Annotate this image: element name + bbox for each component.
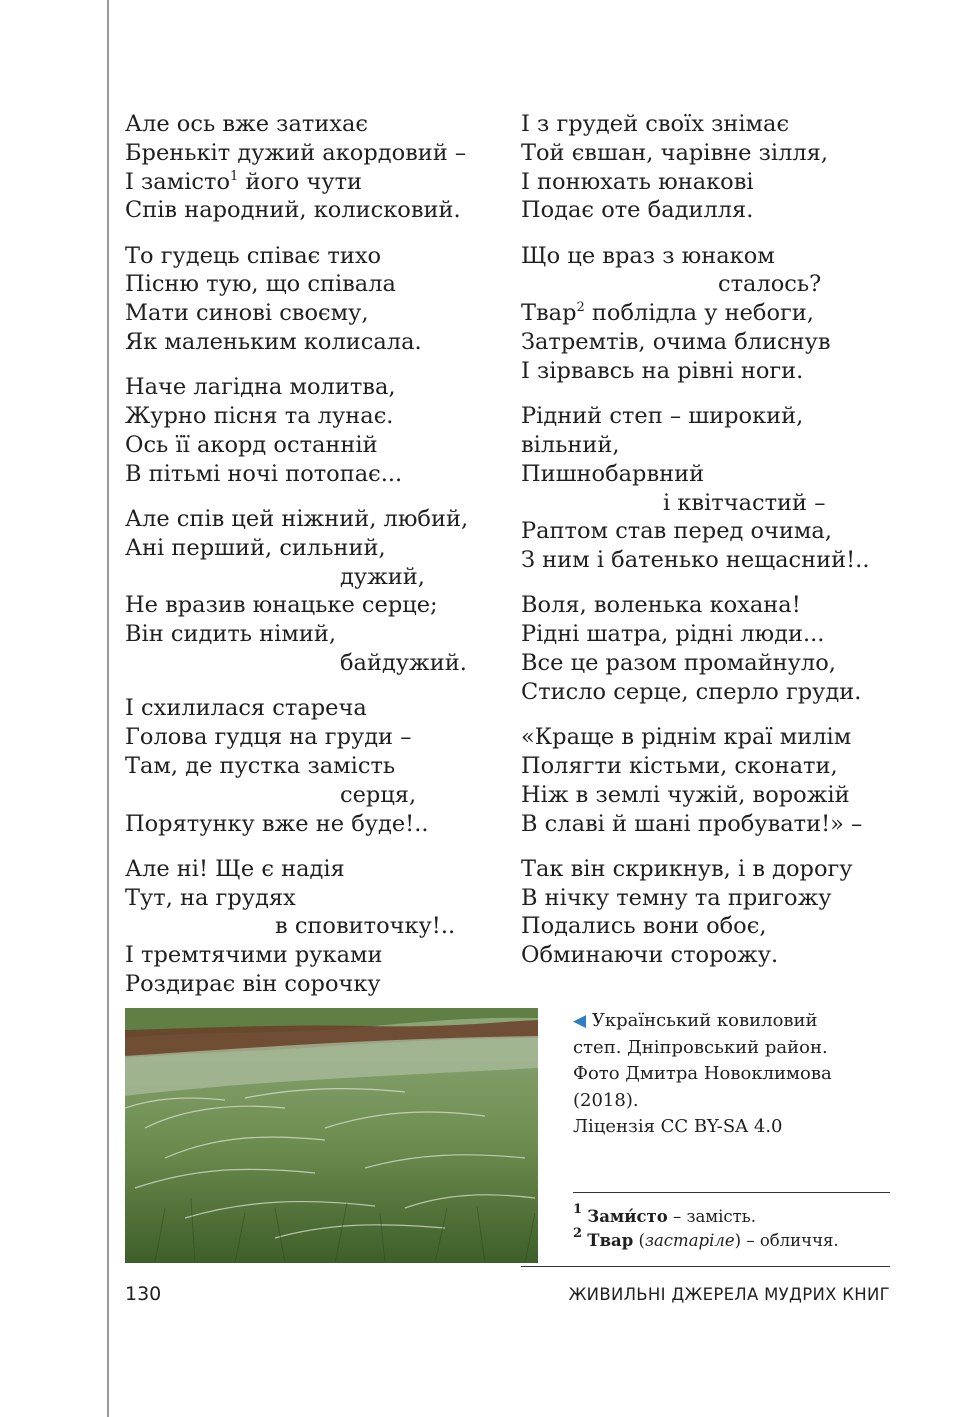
poem-line: Обминаючи сторожу. xyxy=(521,942,779,969)
poem-line: Але ні! Ще є надія xyxy=(125,855,345,882)
poem-line: В нічку темну та пригожу xyxy=(521,884,832,911)
poem-line: Роздирає він сорочку xyxy=(125,971,381,998)
caption-line: Фото Дмитра Новоклимова xyxy=(573,1063,832,1084)
stanza xyxy=(521,723,901,838)
poem-line: Спів народний, колисковий. xyxy=(125,197,461,224)
photo-caption xyxy=(573,1008,873,1141)
poem-line: Рідний степ – широкий, xyxy=(521,403,804,430)
poem-line: Але спів цей ніжний, любий, xyxy=(125,506,469,533)
poem-line: Ось її акорд останній xyxy=(125,431,378,458)
poem-line: Журно пісня та лунає. xyxy=(125,403,394,430)
poem-line: Затремтів, очима блиснув xyxy=(521,329,831,356)
stanza xyxy=(125,373,505,488)
footer-divider xyxy=(521,1266,890,1267)
poem-line: байдужий. xyxy=(340,650,467,677)
page-margin-rule xyxy=(107,0,109,1417)
poem-line: Мати синові своєму, xyxy=(125,300,369,327)
poem-line: Стисло серце, сперло груди. xyxy=(521,678,862,705)
poem-line: Так він скрикнув, і в дорогу xyxy=(521,855,853,882)
poem-line: Ані перший, сильний, xyxy=(125,534,386,561)
poem-line: Подались вони обоє, xyxy=(521,913,767,940)
stanza xyxy=(125,110,505,225)
stanza xyxy=(125,694,505,838)
stanza xyxy=(521,242,901,386)
poem-line: в сповиточку!.. xyxy=(275,913,456,940)
poem-line: Як маленьким колисала. xyxy=(125,329,422,356)
poem-line: дужий, xyxy=(340,563,425,590)
caption-line: (2018). xyxy=(573,1089,639,1111)
footnote-text: ) – обличчя. xyxy=(734,1231,839,1250)
poem-line: Подає оте бадилля. xyxy=(521,197,754,224)
poem-line: Бренькіт дужий акордовий – xyxy=(125,139,467,166)
poem-line: Той євшан, чарівне зілля, xyxy=(521,139,829,166)
poem-line xyxy=(125,168,505,197)
poem-line xyxy=(521,299,901,328)
poem-line: Порятунку вже не буде!.. xyxy=(125,810,429,837)
poem-line-text: І замісто xyxy=(125,168,231,195)
poem-line-text: його чути xyxy=(238,168,363,195)
footnote-term: Зами́сто xyxy=(587,1207,668,1226)
poem-line: В пітьмі ночі потопає... xyxy=(125,460,403,487)
poem-line: Наче лагідна молитва, xyxy=(125,374,396,401)
stanza xyxy=(521,402,901,575)
poem-line: Рідні шатра, рідні люди... xyxy=(521,621,825,648)
footnote-marker: 1 xyxy=(230,168,239,184)
footnote-term: Твар xyxy=(587,1231,634,1250)
poem-line: Пісню тую, що співала xyxy=(125,271,396,298)
poem-line: Голова гудця на груди – xyxy=(125,724,412,751)
poem-line: В славі й шані пробувати!» – xyxy=(521,810,863,837)
poem-line: Тут, на грудях xyxy=(125,884,296,911)
stanza xyxy=(125,505,505,678)
poem-line: Все це разом промайнуло, xyxy=(521,650,836,677)
poem-line: Що це враз з юнаком xyxy=(521,242,775,269)
poem-line: І зірвавсь на рівні ноги. xyxy=(521,357,804,384)
footnote-number: 1 xyxy=(573,1202,583,1217)
poem-line: вільний, xyxy=(521,431,620,458)
poem-line: І схилилася стареча xyxy=(125,695,367,722)
poem-line: Воля, воленька кохана! xyxy=(521,592,801,619)
footnote-italic: застаріле xyxy=(644,1231,735,1250)
poem-line: сталось? xyxy=(718,271,822,298)
stanza xyxy=(521,110,901,225)
footnote-2 xyxy=(573,1226,893,1253)
poem-line: З ним і батенько нещасний!.. xyxy=(521,547,870,574)
poem-line-text: поблідла у небоги, xyxy=(584,300,814,327)
poem-line: «Краще в ріднім краї милім xyxy=(521,724,852,751)
steppe-photo xyxy=(125,1008,538,1263)
poem-line: Але ось вже затихає xyxy=(125,111,369,137)
poem-line: Пишнобарвний xyxy=(521,460,705,487)
poem-column-left xyxy=(125,110,505,1015)
footnote-text: – замість. xyxy=(667,1207,757,1226)
poem-column-right xyxy=(521,110,901,987)
poem-line: Там, де пустка замість xyxy=(125,752,396,779)
page-number: 130 xyxy=(125,1283,162,1305)
footnote-number: 2 xyxy=(573,1226,583,1241)
running-head: ЖИВИЛЬНІ ДЖЕРЕЛА МУДРИХ КНИГ xyxy=(568,1285,890,1304)
poem-line: і квітчастий – xyxy=(663,489,826,516)
poem-line: Ніж в землі чужій, ворожій xyxy=(521,781,850,808)
poem-line: То гудець співає тихо xyxy=(125,242,382,269)
stanza xyxy=(521,855,901,970)
poem-line: Він сидить німий, xyxy=(125,621,337,648)
poem-line: Полягти кістьми, сконати, xyxy=(521,752,838,779)
poem-line-text: Твар xyxy=(521,300,577,327)
left-triangle-icon: ◀ xyxy=(573,1011,587,1031)
caption-line: степ. Дніпровський район. xyxy=(573,1036,828,1058)
caption-line: Український ковиловий xyxy=(591,1010,818,1031)
poem-line: серця, xyxy=(340,781,417,808)
poem-line: Не вразив юнацьке серце; xyxy=(125,592,438,619)
footnote-marker: 2 xyxy=(576,300,585,316)
poem-line: Раптом став перед очима, xyxy=(521,518,833,545)
poem-line: І тремтячими руками xyxy=(125,942,383,969)
poem-line: І понюхать юнакові xyxy=(521,168,754,195)
footnotes xyxy=(573,1202,893,1253)
stanza xyxy=(521,591,901,706)
footnote-divider xyxy=(573,1192,890,1193)
stanza xyxy=(125,242,505,357)
footnote-paren: ( xyxy=(633,1231,645,1250)
footnote-1 xyxy=(573,1202,893,1229)
poem-line: І з грудей своїх знімає xyxy=(521,111,790,137)
stanza xyxy=(125,855,505,999)
caption-line: Ліцензія CC BY-SA 4.0 xyxy=(573,1116,783,1137)
